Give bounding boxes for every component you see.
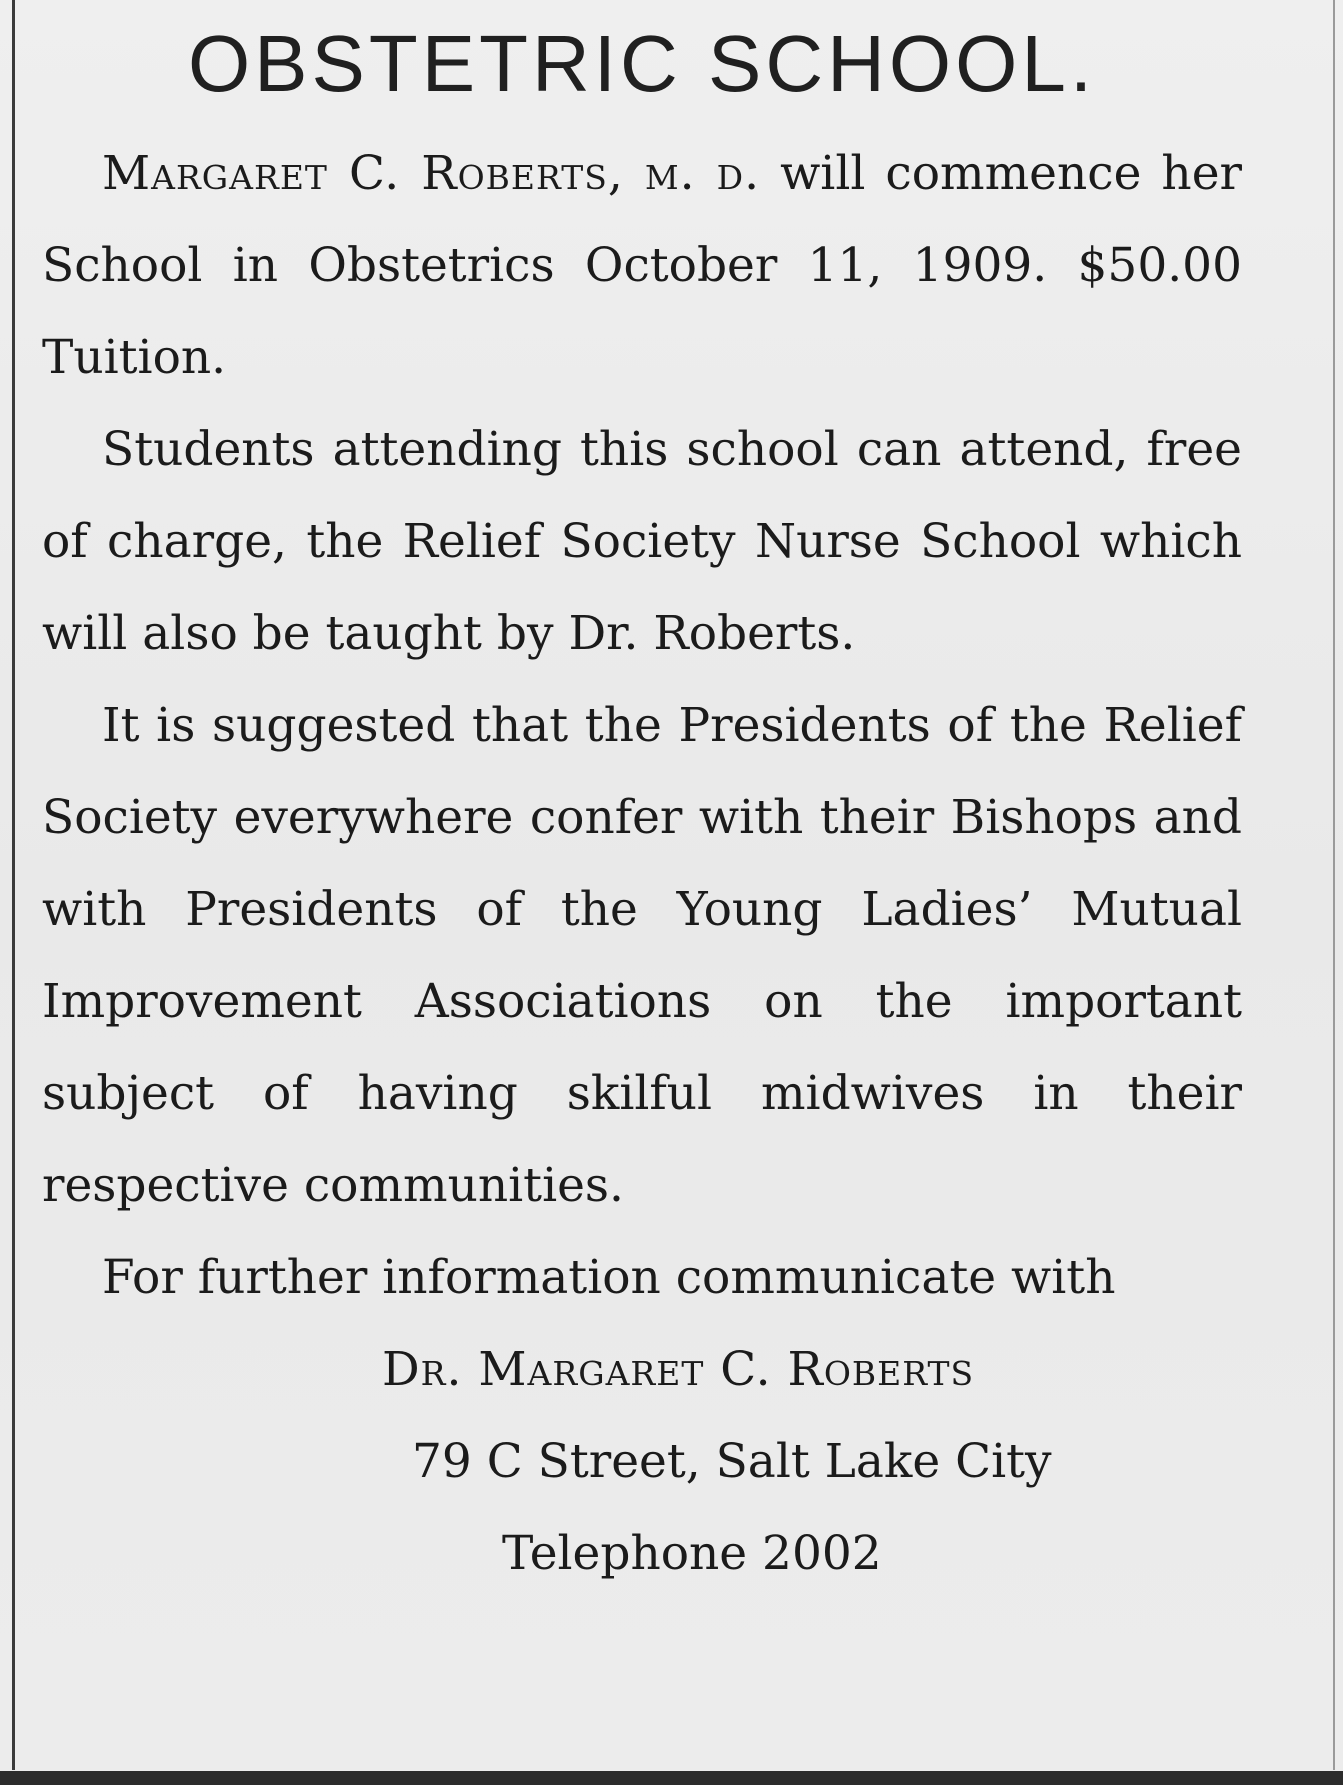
paragraph-suggestion: It is suggested that the Presidents of the Relief Society everywhere confer with their Bishops and with Presidents of the Young Ladies’ Mutual Improvement Associations on the important subject of having skilful midwives in their respective communities.	[42, 698, 1242, 1213]
doctor-name-smallcaps: Margaret C. Roberts, m. d.	[102, 146, 761, 201]
paragraph-announcement	[42, 128, 1242, 404]
right-border-rule	[1333, 0, 1335, 1770]
paragraph-students: Students attending this school can attend, free of charge, the Relief Society Nurse School which will also be taught by Dr. Roberts.	[42, 422, 1242, 661]
signature-telephone: Telephone 2002	[502, 1526, 882, 1581]
notice-heading: OBSTETRIC SCHOOL.	[187, 19, 1097, 108]
notice-body	[42, 14, 1242, 1600]
announcement-text: will commence her School in Obstetrics October 11, 1909. $50.00 Tuition.	[42, 146, 1242, 385]
bottom-border-rule	[0, 1771, 1343, 1785]
paragraph-contact: For further information communicate with	[102, 1250, 1116, 1305]
left-border-rule	[12, 0, 15, 1770]
signature-name: Dr. Margaret C. Roberts	[382, 1342, 975, 1397]
signature-address: 79 C Street, Salt Lake City	[412, 1434, 1052, 1489]
signature-block	[42, 1324, 1242, 1600]
